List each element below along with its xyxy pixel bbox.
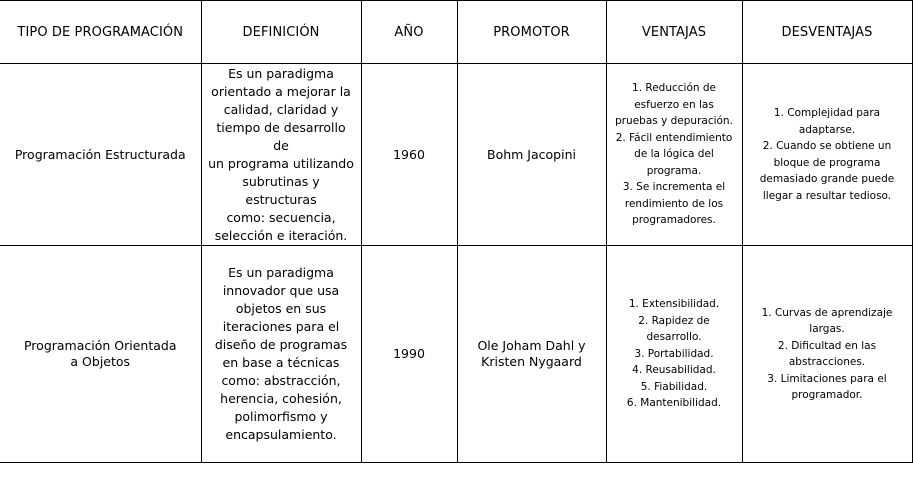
cell-line: 1. Complejidad para: [773, 107, 881, 119]
cell-line: polimorfismo y: [234, 409, 328, 424]
header-promotor: PROMOTOR: [457, 1, 606, 64]
cell-line: como: abstracción,: [221, 373, 341, 388]
cell-tipo: [0, 246, 201, 463]
cell-anio: 1960: [361, 64, 457, 246]
cell-line: demasiado grande puede: [759, 173, 895, 185]
header-tipo: TIPO DE PROGRAMACIÓN: [0, 1, 201, 64]
cell-line: a Objetos: [70, 354, 131, 369]
cell-line: diseño de programas: [214, 337, 348, 352]
cell-line: desarrollo.: [646, 331, 702, 344]
cell-line: rendimiento de los: [624, 197, 724, 210]
cell-line: 2. Dificultad en las: [777, 339, 877, 352]
cell-line: 2. Cuando se obtiene un: [762, 140, 892, 152]
cell-line: Programación Orientada: [23, 338, 177, 353]
cell-line: subrutinas y estructuras: [242, 173, 320, 207]
cell-line: 1. Extensibilidad.: [628, 298, 720, 311]
cell-line: encapsulamiento.: [225, 427, 337, 442]
cell-desventajas: [742, 246, 912, 463]
cell-line: objetos en sus: [235, 301, 327, 316]
cell-line: 2. Fácil entendimiento: [615, 131, 733, 144]
cell-promotor: [457, 246, 606, 463]
cell-line: 4. Reusabilidad.: [632, 364, 716, 377]
cell-line: de la lógica del: [634, 148, 714, 161]
cell-ventajas: [606, 246, 742, 463]
header-ventajas: VENTAJAS: [606, 1, 742, 64]
cell-line: 3. Se incrementa el: [622, 181, 726, 194]
cell-line: pruebas y depuración.: [615, 115, 733, 128]
cell-line: programa.: [646, 164, 702, 177]
cell-line: esfuerzo en las: [634, 98, 714, 111]
cell-line: bloque de programa: [773, 156, 881, 169]
header-definicion: DEFINICIÓN: [201, 1, 361, 64]
cell-line: en base a técnicas: [222, 355, 340, 370]
cell-line: tiempo de desarrollo de: [216, 119, 346, 153]
cell-line: Ole Joham Dahl y: [477, 338, 586, 353]
cell-line: como: secuencia,: [226, 209, 336, 225]
cell-line: programador.: [791, 389, 863, 401]
cell-line: selección e iteración.: [214, 227, 348, 243]
header-desventajas: DESVENTAJAS: [742, 1, 912, 64]
cell-line: herencia, cohesión,: [220, 391, 342, 406]
cell-line: 1. Reducción de: [632, 82, 716, 95]
cell-line: 3. Limitaciones para el: [767, 372, 887, 385]
cell-line: programadores.: [632, 214, 716, 227]
table-row: [0, 64, 912, 246]
cell-line: abstracciones.: [788, 356, 866, 368]
cell-line: iteraciones para el: [222, 319, 340, 334]
cell-line: Es un paradigma: [228, 265, 334, 280]
header-anio: AÑO: [361, 1, 457, 64]
cell-line: 1. Curvas de aprendizaje: [761, 306, 893, 319]
cell-line: innovador que usa: [222, 283, 340, 298]
cell-promotor: Bohm Jacopini: [457, 64, 606, 246]
cell-line: Es un paradigma: [228, 65, 334, 81]
cell-line: 5. Fiabilidad.: [640, 380, 708, 393]
cell-line: orientado a mejorar la: [211, 83, 351, 99]
cell-line: llegar a resultar tedioso.: [762, 189, 892, 202]
cell-tipo: Programación Estructurada: [0, 64, 201, 246]
cell-definicion: [201, 64, 361, 246]
cell-line: 2. Rapidez de: [638, 314, 710, 327]
cell-line: 3. Portabilidad.: [634, 347, 714, 360]
cell-line: 6. Mantenibilidad.: [626, 397, 722, 410]
cell-line: largas.: [809, 323, 845, 335]
cell-line: Kristen Nygaard: [481, 354, 582, 369]
table-row: [0, 246, 912, 463]
cell-line: calidad, claridad y: [223, 101, 339, 117]
cell-line: adaptarse.: [798, 123, 856, 136]
cell-desventajas: [742, 64, 912, 246]
header-row: [0, 1, 912, 64]
cell-definicion: [201, 246, 361, 463]
cell-ventajas: [606, 64, 742, 246]
cell-anio: 1990: [361, 246, 457, 463]
cell-line: un programa utilizando: [208, 155, 354, 171]
